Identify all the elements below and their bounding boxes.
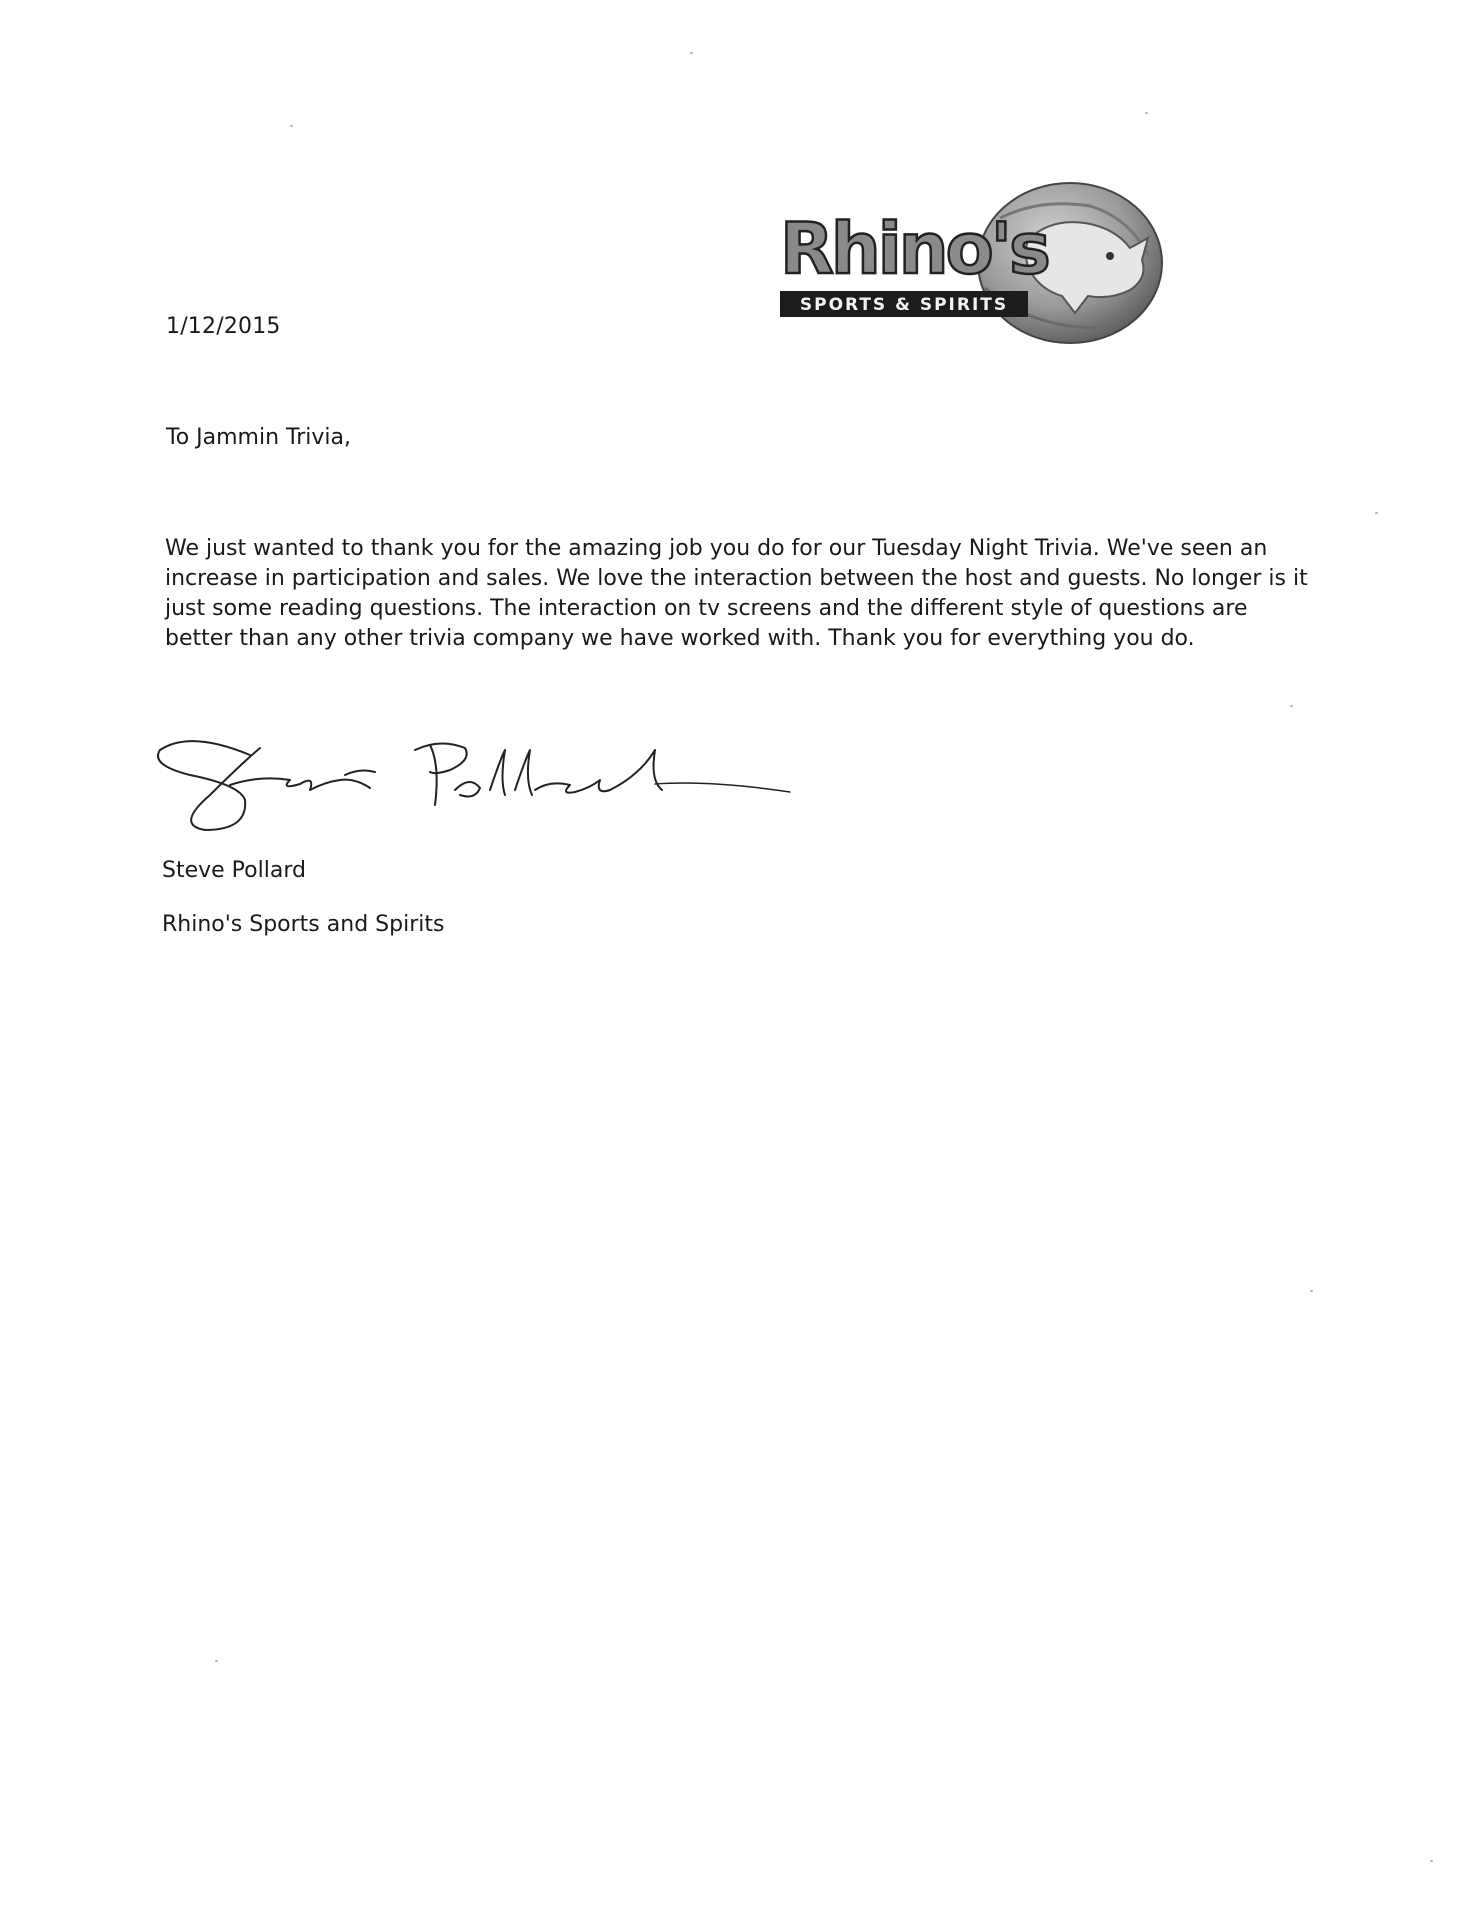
body-line: increase in participation and sales. We love the interaction between the host and guests. No longer is it bbox=[165, 566, 1308, 591]
scan-speck bbox=[1375, 512, 1378, 514]
letter-date: 1/12/2015 bbox=[166, 314, 281, 339]
logo-wordmark: Rhino's bbox=[780, 208, 1048, 290]
scan-speck bbox=[1430, 1860, 1433, 1862]
signer-name: Steve Pollard bbox=[162, 858, 306, 883]
letter-body bbox=[165, 534, 1308, 654]
scan-speck bbox=[1290, 705, 1293, 707]
letter-salutation: To Jammin Trivia, bbox=[166, 425, 352, 450]
scan-speck bbox=[290, 125, 293, 127]
body-line: better than any other trivia company we have worked with. Thank you for everything you do. bbox=[165, 626, 1195, 651]
scan-speck bbox=[1310, 1290, 1313, 1292]
rhinos-logo bbox=[770, 178, 1170, 353]
body-line: just some reading questions. The interaction on tv screens and the different style of questions are bbox=[165, 596, 1248, 621]
scan-speck bbox=[690, 52, 693, 54]
scan-speck bbox=[1145, 112, 1148, 114]
signer-company: Rhino's Sports and Spirits bbox=[162, 912, 445, 937]
handwritten-signature bbox=[150, 720, 820, 840]
logo-tagline: SPORTS & SPIRITS bbox=[799, 295, 1009, 315]
scan-speck bbox=[215, 1660, 218, 1662]
body-line: We just wanted to thank you for the amazing job you do for our Tuesday Night Trivia. We've seen an bbox=[165, 536, 1268, 561]
